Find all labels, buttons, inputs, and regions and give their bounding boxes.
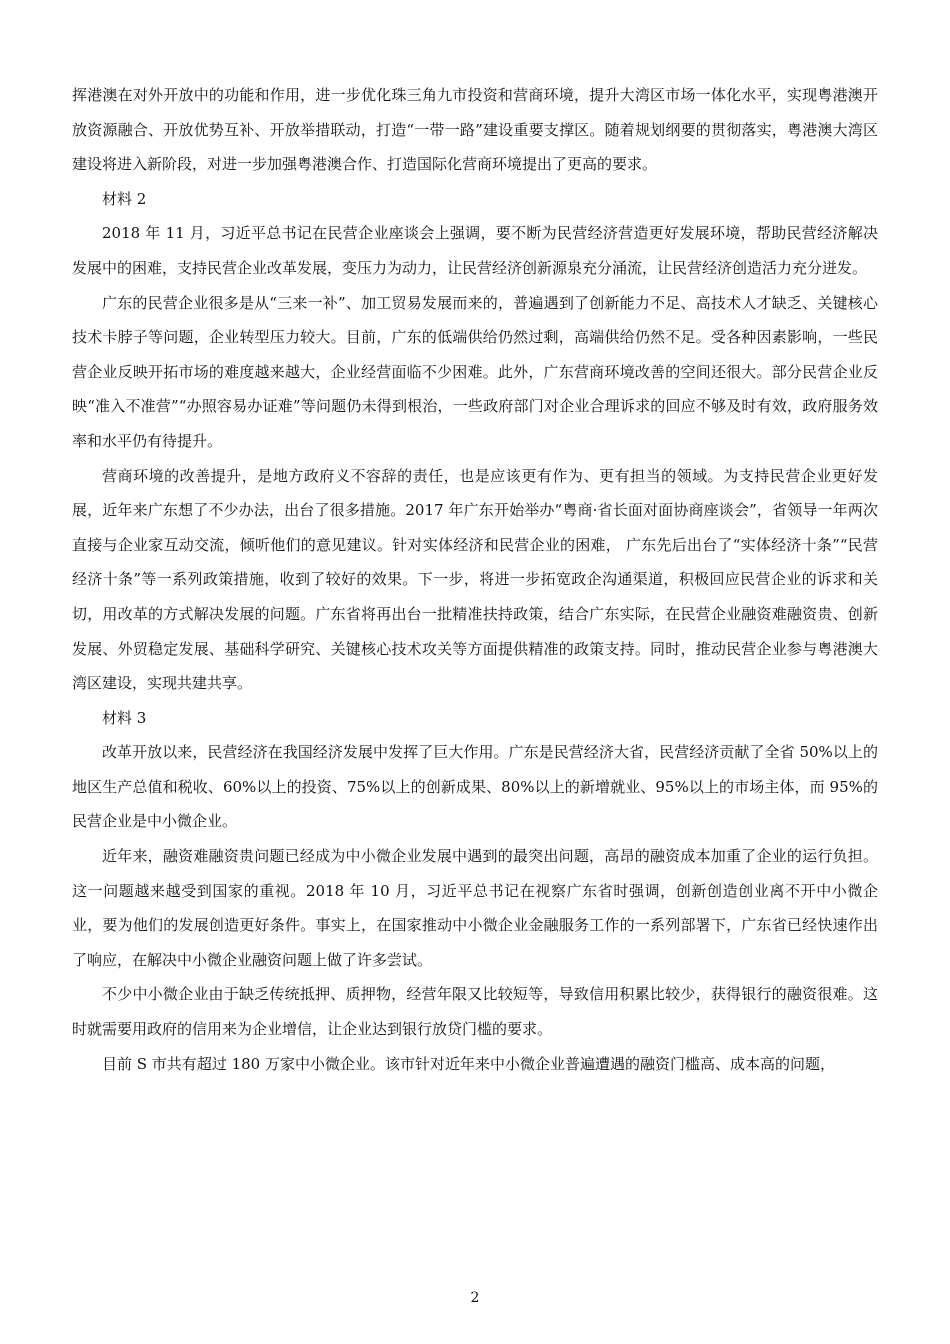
page-number: 2	[470, 1290, 480, 1306]
paragraph: 挥港澳在对外开放中的功能和作用，进一步优化珠三角九市投资和营商环境，提升大湾区市场一体化水平，实现粤港澳开放资源融合、开放优势互补、开放举措联动，打造“一带一路”建设重要支撑区。随着规划纲要的贯彻落实，粤港澳大湾区建设将进入新阶段，对进一步加强粤港澳合作、打造国际化营商环境提出了更高的要求。	[72, 86, 878, 174]
paragraph: 不少中小微企业由于缺乏传统抵押、质押物，经营年限又比较短等，导致信用积累比较少，获得银行的融资很难。这时就需要用政府的信用来为企业增信，让企业达到银行放贷门槛的要求。	[72, 985, 878, 1039]
paragraph: 目前 S 市共有超过 180 万家中小微企业。该市针对近年来中小微企业普遍遭遇的融资门槛高、成本高的问题，	[102, 1054, 835, 1073]
paragraph: 2018 年 11 月，习近平总书记在民营企业座谈会上强调，要不断为民营经济营造更好发展环境，帮助民营经济解决发展中的困难，支持民营企业改革发展，变压力为动力，让民营经济创新源泉充分涌流，让民营经济创造活力充分迸发。	[72, 224, 878, 277]
paragraph: 广东的民营企业很多是从“三来一补”、加工贸易发展而来的，普遍遇到了创新能力不足、高技术人才缺乏、关键核心技术卡脖子等问题，企业转型压力较大。目前，广东的低端供给仍然过剩，高端供给仍然不足。受各种因素影响，一些民营企业反映开拓市场的难度越来越大，企业经营面临不少困难。此外，广东营商环境改善的空间还很大。部分民营企业反映“准入不准营”“办照容易办证难”等问题仍未得到根治，一些政府部门对企业合理诉求的回应不够及时有效，政府服务效率和水平仍有待提升。	[72, 293, 878, 450]
document-body	[72, 78, 878, 1081]
section-heading: 材料 2	[102, 189, 147, 208]
paragraph: 改革开放以来，民营经济在我国经济发展中发挥了巨大作用。广东是民营经济大省，民营经济贡献了全省 50%以上的地区生产总值和税收、60%以上的投资、75%以上的创新成果、80%以上的新增就业、95%以上的市场主体，而 95%的民营企业是中小微企业。	[72, 743, 878, 831]
section-heading: 材料 3	[102, 708, 147, 727]
paragraph: 营商环境的改善提升，是地方政府义不容辞的责任，也是应该更有作为、更有担当的领域。为支持民营企业更好发展，近年来广东想了不少办法，出台了很多措施。2017 年广东开始举办“粤商·省长面对面协商座谈会”，省领导一年两次直接与企业家互动交流，倾听他们的意见建议。针对实体经济和民营企业的困难， 广东先后出台了“实体经济十条”“民营经济十条”等一系列政策措施，收到了较好的效果。下一步，将进一步拓宽政企沟通渠道，积极回应民营企业的诉求和关切，用改革的方式解决发展的问题。广东省将再出台一批精准扶持政策，结合广东实际，在民营企业融资难融资贵、创新发展、外贸稳定发展、基础科学研究、关键核心技术攻关等方面提供精准的政策支持。同时，推动民营企业参与粤港澳大湾区建设，实现共建共享。	[72, 466, 878, 693]
paragraph: 近年来，融资难融资贵问题已经成为中小微企业发展中遇到的最突出问题，高昂的融资成本加重了企业的运行负担。这一问题越来越受到国家的重视。2018 年 10 月，习近平总书记在视察广东省时强调，创新创造创业离不开中小微企业，要为他们的发展创造更好条件。事实上，在国家推动中小微企业金融服务工作的一系列部署下，广东省已经快速作出了响应，在解决中小微企业融资问题上做了许多尝试。	[72, 847, 878, 969]
